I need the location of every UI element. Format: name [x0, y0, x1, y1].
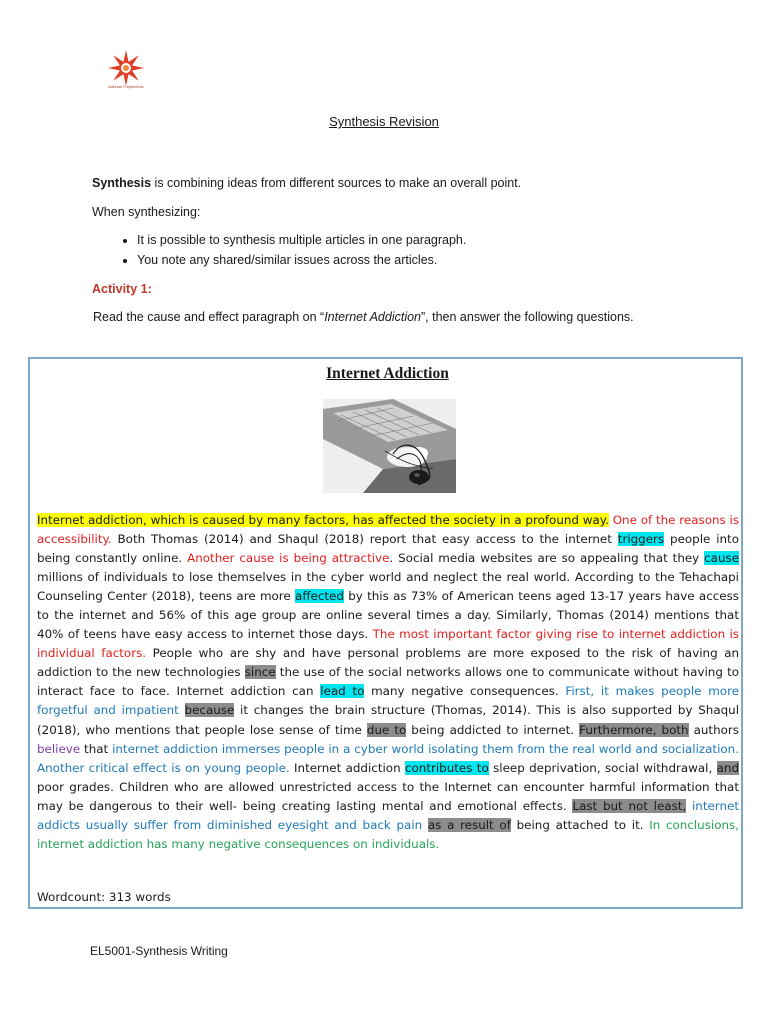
- paragraph-text: the use of the social networks allows one to communicate without having to interact face to face. Internet addiction can: [37, 665, 740, 699]
- paragraph-text: Both Thomas (2014) and Shaqul (2018) report that easy access to the internet: [111, 532, 618, 547]
- definition-text: is combining ideas from different sources to make an overall point.: [151, 176, 522, 190]
- activity-label: Activity 1:: [92, 282, 152, 296]
- article-box: [28, 357, 743, 909]
- article-paragraph: [37, 511, 739, 854]
- when-synthesizing-label: When synthesizing:: [92, 205, 201, 219]
- annotated-phrase: lead to: [320, 684, 365, 699]
- annotated-phrase: Furthermore, both: [579, 722, 689, 737]
- paragraph-text: poor grades. Children who are allowed unrestricted access to the Internet can encounter harmful information that may be dangerous to their well- being creating lasting mental and emotional effects.: [37, 779, 739, 813]
- annotated-phrase: First, it makes people more forgetful and impatient: [37, 684, 740, 718]
- page-title: Synthesis Revision: [329, 114, 439, 129]
- synthesis-bullet-list: [113, 232, 466, 272]
- annotated-phrase: because: [184, 703, 235, 718]
- annotated-phrase: believe: [37, 741, 81, 756]
- paragraph-text: People who are shy and have personal problems are more exposed to the risk of having an addiction to the new technologies: [37, 646, 740, 680]
- annotated-phrase: since: [244, 665, 276, 680]
- paragraph-text: . Social media websites are so appealing that they: [389, 551, 705, 566]
- annotated-phrase: cause: [704, 551, 740, 566]
- paragraph-text: by this as 73% of American teens aged 13-17 years have access to the internet and 56% of this age group are online several times a day. Similarly, Thomas (2014) mentions that 40% of teens have easy access to internet those days.: [37, 589, 739, 642]
- paragraph-text: millions of individuals to lose themselves in the cyber world and neglect the real world. According to the Tehachapi Counseling Center (2018), teens are more: [37, 570, 739, 604]
- annotated-phrase: internet addicts usually suffer from diminished eyesight and back pain: [37, 798, 739, 832]
- course-footer: EL5001-Synthesis Writing: [90, 944, 228, 958]
- annotated-phrase: affected: [295, 589, 344, 604]
- instruction-prefix: Read the cause and effect paragraph on “: [93, 310, 325, 324]
- annotated-phrase: In conclusions, internet addiction has many negative consequences on individuals.: [37, 817, 739, 851]
- instruction-topic: Internet Addiction: [324, 310, 422, 324]
- paragraph-text: sleep deprivation, social withdrawal,: [488, 760, 717, 775]
- annotated-phrase: Last but not least,: [572, 798, 687, 813]
- synthesis-definition: [92, 176, 521, 190]
- annotated-phrase: One of the reasons is accessibility.: [37, 513, 740, 547]
- paragraph-text: being addicted to internet.: [406, 722, 580, 737]
- annotated-phrase: due to: [366, 722, 407, 737]
- paragraph-text: Internet addiction: [289, 760, 405, 775]
- annotated-phrase: The most important factor giving rise to internet addiction is individual factors.: [37, 627, 739, 661]
- activity-instruction: [93, 310, 634, 324]
- annotated-phrase: Internet addiction, which is caused by many factors, has affected the society in a profound way.: [37, 513, 609, 527]
- paragraph-text: [179, 703, 185, 717]
- word-count: Wordcount: 313 words: [37, 890, 171, 904]
- paragraph-text: people into being constantly online.: [37, 532, 739, 566]
- internet-addiction-photo: [323, 399, 456, 493]
- annotated-phrase: internet addiction immerses people in a cyber world isolating them from the real world and socialization. Another critical effect is on young people.: [37, 741, 739, 775]
- definition-term: Synthesis: [92, 176, 152, 190]
- paragraph-text: it changes the brain structure (Thomas, 2014). This is also supported by Shaqul (2018), who mentions that people lose sense of time: [37, 703, 740, 737]
- annotated-phrase: triggers: [617, 532, 665, 547]
- annotated-phrase: Another cause is being attractive: [187, 551, 390, 566]
- paragraph-text: many negative consequences.: [364, 684, 566, 699]
- instruction-suffix: ”, then answer the following questions.: [421, 310, 634, 324]
- article-title: Internet Addiction: [326, 365, 449, 382]
- paragraph-text: being attached to it.: [510, 817, 650, 832]
- annotated-phrase: as a result of: [427, 817, 511, 832]
- annotated-phrase: and: [716, 760, 739, 775]
- logo-caption: Bahrain Polytechnic: [108, 84, 144, 89]
- paragraph-text: that: [80, 741, 113, 756]
- list-item: • It is possible to synthesis multiple articles in one paragraph.: [137, 232, 466, 248]
- list-item: • You note any shared/similar issues across the articles.: [137, 252, 466, 268]
- paragraph-text: authors: [688, 722, 739, 737]
- annotated-phrase: contributes to: [404, 760, 489, 775]
